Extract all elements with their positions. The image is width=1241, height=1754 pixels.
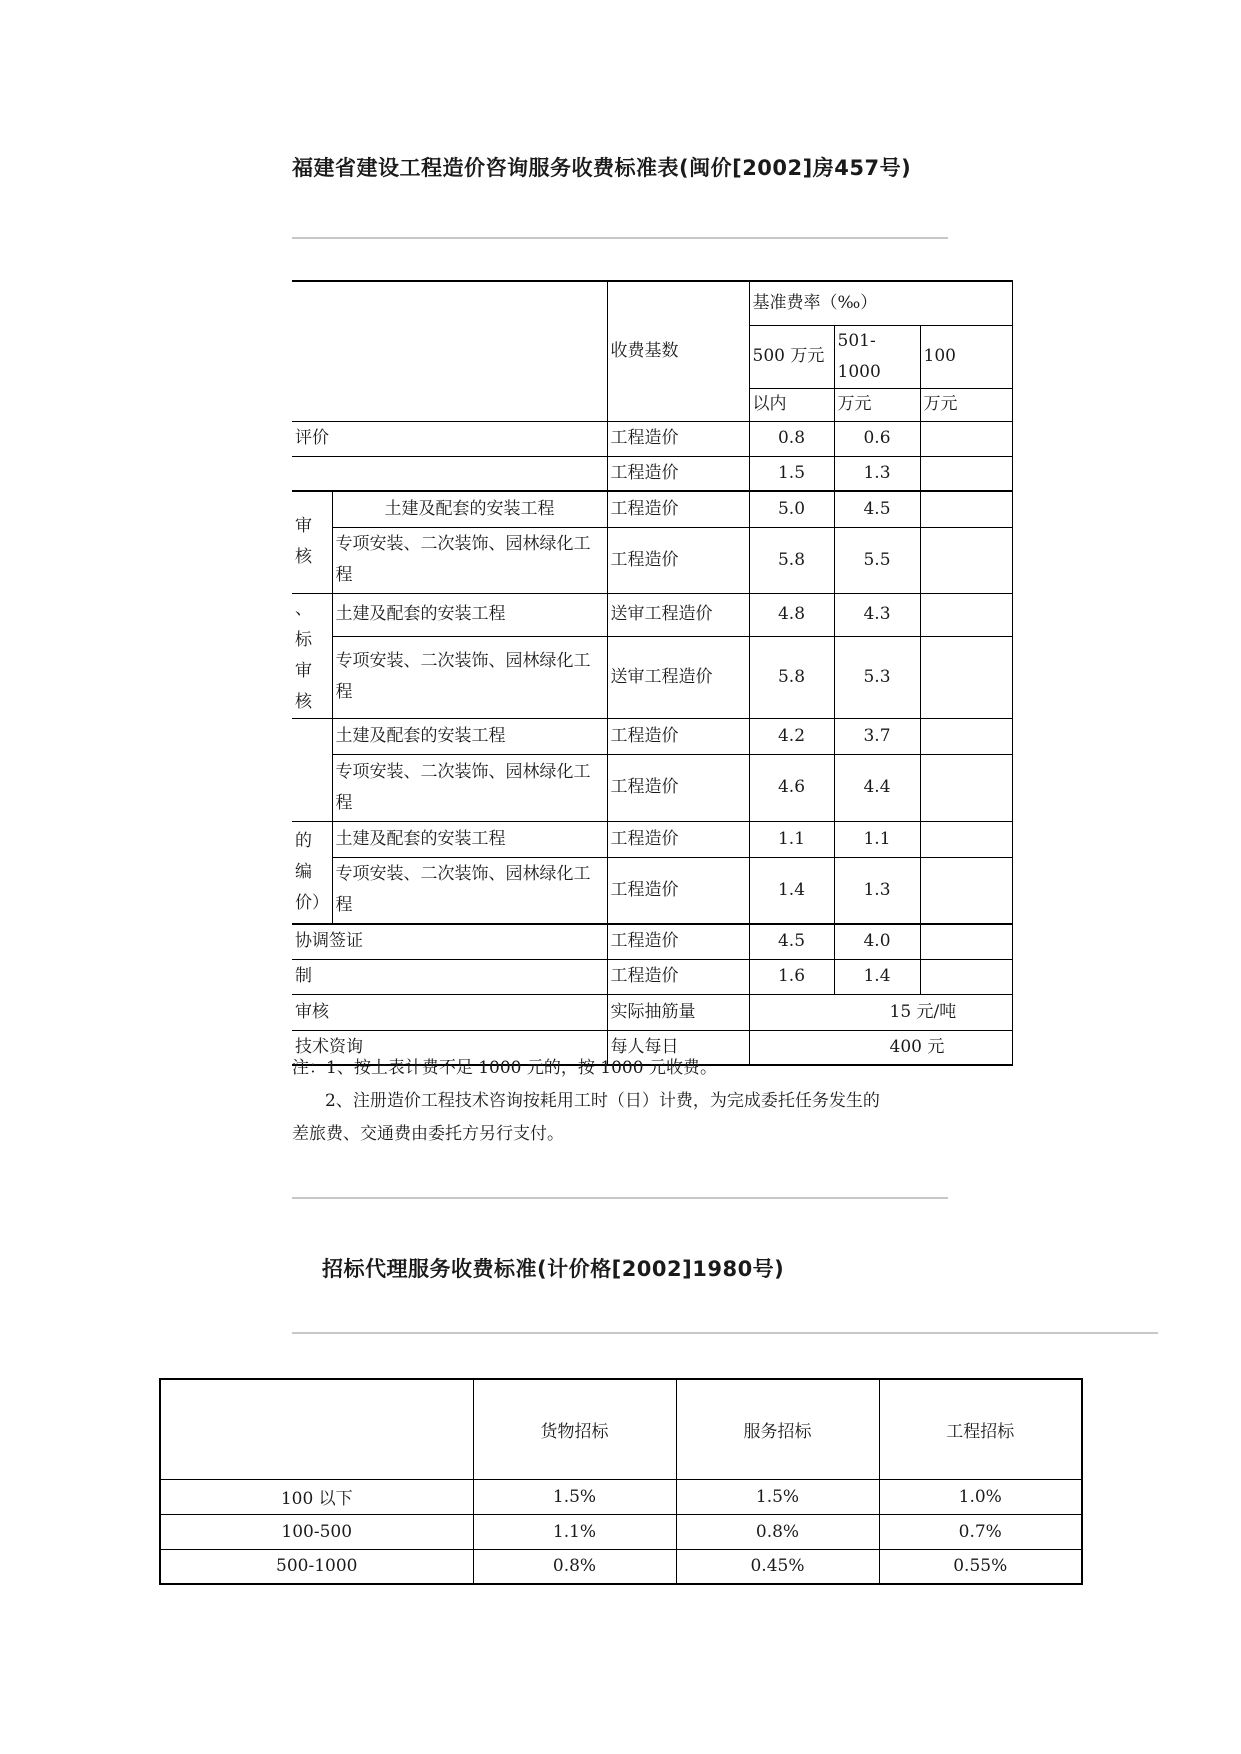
row-basis: 工程造价 (607, 718, 749, 754)
table-row (160, 1549, 1082, 1584)
header-blank (292, 281, 607, 421)
row-basis: 工程造价 (607, 924, 749, 959)
table-row (292, 994, 1012, 1030)
table-row (292, 421, 1012, 456)
row-basis: 工程造价 (607, 527, 749, 593)
rate-value: 0.8 (749, 421, 834, 456)
row-basis: 工程造价 (607, 456, 749, 491)
row-subitem: 专项安装、二次装饰、园林绿化工 程 (332, 857, 607, 924)
table-cell: 100 以下 (160, 1479, 473, 1514)
row-group-label: 的编 价） (292, 821, 332, 924)
row-group-label (292, 456, 607, 491)
row-group-label: 协调签证 (292, 924, 607, 959)
rate-value: 1.4 (834, 959, 920, 994)
table-row (292, 857, 1012, 924)
table-cell: 1.5% (473, 1479, 676, 1514)
row-subitem: 专项安装、二次装饰、园林绿化工 程 (332, 754, 607, 821)
table-cell: 0.8% (676, 1514, 879, 1549)
rate-value (920, 637, 1012, 718)
rate-value (920, 527, 1012, 593)
rate-value (920, 821, 1012, 857)
table-cell: 1.5% (676, 1479, 879, 1514)
rate-value: 4.6 (749, 754, 834, 821)
column-header: 工程招标 (879, 1379, 1082, 1479)
rate-value (920, 959, 1012, 994)
divider (292, 1197, 948, 1199)
table-row (292, 491, 1012, 527)
rate-col-1-line2: 以内 (749, 388, 834, 421)
table-cell: 1.0% (879, 1479, 1082, 1514)
row-group-label (292, 718, 332, 821)
table-row (292, 924, 1012, 959)
table-row (292, 527, 1012, 593)
row-basis: 工程造价 (607, 857, 749, 924)
rate-col-1-line1: 500 万元 (749, 325, 834, 388)
row-basis: 送审工程造价 (607, 637, 749, 718)
rate-value: 1.1 (749, 821, 834, 857)
note-2: 2、注册造价工程技术咨询按耗用工时（日）计费，为完成委托任务发生的 (325, 1091, 880, 1111)
table-cell: 1.1% (473, 1514, 676, 1549)
divider (292, 237, 948, 239)
rate-value: 5.5 (834, 527, 920, 593)
row-subitem: 土建及配套的安装工程 (332, 718, 607, 754)
column-header: 货物招标 (473, 1379, 676, 1479)
rate-value: 5.3 (834, 637, 920, 718)
row-group-label: 审核 (292, 994, 607, 1030)
rate-value: 4.4 (834, 754, 920, 821)
rate-value (920, 754, 1012, 821)
row-basis: 工程造价 (607, 754, 749, 821)
row-group-label: 技术资询 (292, 1030, 607, 1065)
divider (292, 1332, 1158, 1334)
basis-header: 收费基数 (607, 281, 749, 421)
consulting-fee-table (292, 280, 958, 1057)
table-row (292, 456, 1012, 491)
rate-value (920, 857, 1012, 924)
row-subitem: 土建及配套的安装工程 (332, 593, 607, 637)
note-2-cont: 差旅费、交通费由委托方另行支付。 (292, 1124, 564, 1144)
row-basis: 送审工程造价 (607, 593, 749, 637)
rate-value: 1.3 (834, 857, 920, 924)
fee-standard-title: 福建省建设工程造价咨询服务收费标准表(闽价[2002]房457号) (292, 156, 912, 180)
merged-rate: 400 元 (749, 1030, 1012, 1065)
table-cell: 100-500 (160, 1514, 473, 1549)
rate-value: 1.4 (749, 857, 834, 924)
merged-rate: 15 元/吨 (749, 994, 1012, 1030)
row-group-label: 制 (292, 959, 607, 994)
notes (292, 1052, 952, 1151)
table-cell: 500-1000 (160, 1549, 473, 1584)
row-subitem: 土建及配套的安装工程 (332, 821, 607, 857)
row-group-label: 审核 (292, 491, 332, 593)
row-basis: 工程造价 (607, 491, 749, 527)
table-row (292, 637, 1012, 718)
rate-value: 5.8 (749, 527, 834, 593)
row-basis: 实际抽筋量 (607, 994, 749, 1030)
column-header (160, 1379, 473, 1479)
rate-value: 4.2 (749, 718, 834, 754)
rate-value: 4.5 (834, 491, 920, 527)
column-header: 服务招标 (676, 1379, 879, 1479)
rate-col-2-line2: 万元 (834, 388, 920, 421)
rate-value: 5.8 (749, 637, 834, 718)
table-row (160, 1514, 1082, 1549)
table-row (292, 959, 1012, 994)
table-cell: 0.55% (879, 1549, 1082, 1584)
rate-value: 4.5 (749, 924, 834, 959)
rate-value: 1.3 (834, 456, 920, 491)
row-basis: 每人每日 (607, 1030, 749, 1065)
row-group-label: 、标 审核 (292, 593, 332, 718)
row-basis: 工程造价 (607, 421, 749, 456)
row-subitem: 土建及配套的安装工程 (332, 491, 607, 527)
rate-value: 1.1 (834, 821, 920, 857)
table-cell: 0.7% (879, 1514, 1082, 1549)
rate-value: 4.8 (749, 593, 834, 637)
rate-value (920, 421, 1012, 456)
table-row (160, 1479, 1082, 1514)
rate-value: 4.0 (834, 924, 920, 959)
table-row (292, 754, 1012, 821)
rate-value: 0.6 (834, 421, 920, 456)
rate-col-2-line1: 501-1000 (834, 325, 920, 388)
row-basis: 工程造价 (607, 821, 749, 857)
rate-value (920, 718, 1012, 754)
row-basis: 工程造价 (607, 959, 749, 994)
note-1: 注：1、按上表计费不足 1000 元的，按 1000 元收费。 (292, 1058, 717, 1078)
table-cell: 0.8% (473, 1549, 676, 1584)
row-subitem: 专项安装、二次装饰、园林绿化工 程 (332, 527, 607, 593)
rate-header: 基准费率（‰） (749, 281, 1012, 325)
agency-fee-title: 招标代理服务收费标准(计价格[2002]1980号) (322, 1257, 785, 1281)
rate-value: 4.3 (834, 593, 920, 637)
table-row (292, 718, 1012, 754)
rate-value (920, 491, 1012, 527)
rate-value (920, 593, 1012, 637)
rate-col-3-line2: 万元 (920, 388, 1012, 421)
rate-value: 1.5 (749, 456, 834, 491)
row-subitem: 专项安装、二次装饰、园林绿化工 程 (332, 637, 607, 718)
rate-value: 3.7 (834, 718, 920, 754)
row-group-label: 评价 (292, 421, 607, 456)
rate-value: 5.0 (749, 491, 834, 527)
agency-fee-table (159, 1378, 1083, 1585)
rate-value: 1.6 (749, 959, 834, 994)
table-header-row (160, 1379, 1082, 1479)
table-row (292, 593, 1012, 637)
table-cell: 0.45% (676, 1549, 879, 1584)
rate-value (920, 456, 1012, 491)
rate-value (920, 924, 1012, 959)
rate-col-3-line1: 100 (920, 325, 1012, 388)
table-row (292, 821, 1012, 857)
